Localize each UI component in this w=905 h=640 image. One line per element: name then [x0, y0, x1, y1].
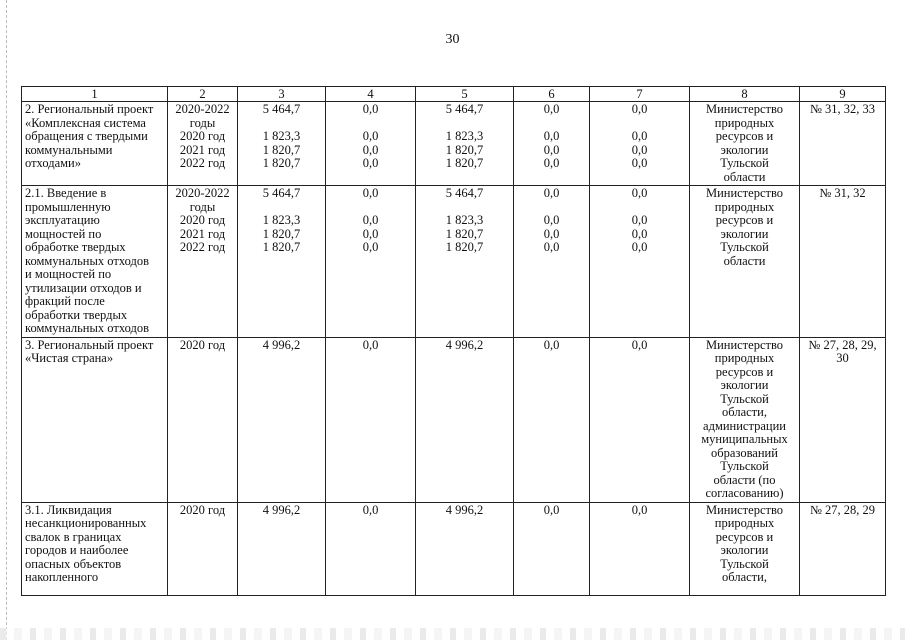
cell-line: обработке твердых — [25, 240, 126, 254]
amount-cell-c3 — [238, 186, 326, 338]
cell-line: области — [723, 253, 766, 268]
cell-line: 0,0 — [631, 226, 648, 241]
cell-line: 0,0 — [362, 213, 379, 227]
table-row — [22, 186, 886, 338]
cell-line: 0,0 — [543, 156, 560, 170]
cell-line: 0,0 — [362, 142, 379, 157]
col-header-2: 2 — [168, 87, 238, 102]
cell-line: 2022 год — [179, 240, 226, 254]
cell-line: 5 464,7 — [445, 102, 484, 116]
table-row — [22, 102, 886, 186]
cell-line: 0,0 — [362, 156, 379, 170]
col-header-4: 4 — [326, 87, 416, 102]
cell-line: и мощностей по — [25, 267, 112, 281]
amount-cell-c7 — [590, 102, 690, 186]
cell-line: 4 996,2 — [445, 337, 484, 352]
cell-line: ресурсов и — [715, 129, 774, 143]
cell-line: 0,0 — [543, 142, 560, 157]
cell-line: 0,0 — [543, 213, 560, 227]
cell-line: 0,0 — [543, 226, 560, 241]
measure-name-cell — [22, 102, 168, 186]
cell-line: 0,0 — [362, 129, 379, 143]
cell-line: согласованию) — [705, 486, 784, 500]
cell-line: 0,0 — [543, 102, 560, 116]
col-header-9: 9 — [800, 87, 886, 102]
cell-line: эксплуатацию — [25, 213, 100, 227]
cell-line — [241, 117, 322, 131]
cell-line: несанкционированных — [25, 516, 147, 530]
responsible-cell — [690, 186, 800, 338]
cell-line: Министерство — [705, 102, 784, 116]
cell-line: Тульской — [720, 391, 769, 406]
cell-line: 0,0 — [543, 502, 560, 517]
cell-line: 0,0 — [631, 156, 648, 170]
cell-line: 0,0 — [631, 240, 648, 254]
measure-name-cell — [22, 337, 168, 502]
cell-line: ресурсов и — [715, 364, 774, 379]
indicator-refs-cell — [800, 337, 886, 502]
header-row — [22, 87, 886, 102]
cell-line: отходами» — [25, 156, 81, 170]
indicator-refs-cell — [800, 102, 886, 186]
amount-cell-c6 — [514, 102, 590, 186]
cell-line: свалок в границах — [25, 529, 122, 544]
period-cell — [168, 502, 238, 595]
cell-line: 0,0 — [631, 102, 648, 116]
cell-line: 2. Региональный проект — [25, 102, 154, 116]
cell-line: фракций после — [25, 294, 105, 308]
amount-cell-c5 — [416, 502, 514, 595]
cell-line: 2020 год — [179, 502, 226, 517]
cell-line: 0,0 — [362, 102, 379, 116]
cell-line: 3.1. Ликвидация — [25, 502, 112, 517]
cell-line: 2.1. Введение в — [25, 186, 107, 200]
cell-line: 4 996,2 — [262, 502, 301, 517]
measure-name-cell — [22, 186, 168, 338]
cell-line: Тульской — [720, 156, 769, 170]
amount-cell-c7 — [590, 502, 690, 595]
table-row — [22, 337, 886, 502]
cell-line — [419, 117, 510, 131]
cell-line: 0,0 — [362, 240, 379, 254]
cell-line: природных — [714, 199, 775, 214]
indicator-refs: № 27, 28, 29, 30 — [808, 337, 877, 365]
cell-line: 5 464,7 — [262, 186, 301, 200]
cell-line: 0,0 — [543, 186, 560, 200]
scan-noise — [0, 628, 905, 640]
responsible-cell — [690, 337, 800, 502]
cell-line: 1 820,7 — [445, 156, 484, 170]
cell-line: 2020 год — [179, 213, 226, 227]
cell-line: 0,0 — [631, 213, 648, 227]
cell-line — [419, 201, 510, 215]
amount-cell-c4 — [326, 186, 416, 338]
cell-line: ресурсов и — [715, 529, 774, 544]
col-header-5: 5 — [416, 87, 514, 102]
amount-cell-c7 — [590, 186, 690, 338]
cell-line: 1 820,7 — [445, 142, 484, 157]
cell-line — [517, 117, 586, 131]
col-header-6: 6 — [514, 87, 590, 102]
cell-line: 5 464,7 — [262, 102, 301, 116]
period-cell — [168, 102, 238, 186]
cell-line: 0,0 — [631, 502, 648, 517]
cell-line: накопленного — [25, 570, 99, 584]
cell-line: Министерство — [705, 502, 784, 517]
amount-cell-c5 — [416, 337, 514, 502]
cell-line: Тульской — [720, 556, 769, 571]
cell-line: Министерство — [705, 337, 784, 352]
amount-cell-c4 — [326, 502, 416, 595]
cell-line: 2020-2022 — [175, 102, 230, 116]
col-header-7: 7 — [590, 87, 690, 102]
cell-line: Тульской — [720, 240, 769, 254]
cell-line: области, — [722, 405, 767, 419]
responsible-cell — [690, 502, 800, 595]
cell-line: экологии — [720, 142, 769, 157]
cell-line: 1 820,7 — [445, 240, 484, 254]
cell-line: 0,0 — [362, 186, 379, 200]
cell-line: 1 820,7 — [262, 226, 301, 241]
cell-line: 0,0 — [543, 240, 560, 254]
indicator-refs: № 27, 28, 29 — [809, 502, 876, 517]
responsible-cell — [690, 102, 800, 186]
cell-line: годы — [189, 199, 216, 214]
cell-line: природных — [714, 115, 775, 130]
cell-line: муниципальных — [701, 432, 788, 446]
amount-cell-c6 — [514, 502, 590, 595]
col-header-1: 1 — [22, 87, 168, 102]
cell-line: администрации — [703, 418, 786, 433]
budget-table — [21, 86, 886, 596]
amount-cell-c4 — [326, 337, 416, 502]
amount-cell-c5 — [416, 102, 514, 186]
cell-line: обработки твердых — [25, 307, 128, 322]
cell-line — [241, 201, 322, 215]
amount-cell-c3 — [238, 502, 326, 595]
cell-line: годы — [189, 115, 216, 130]
amount-cell-c3 — [238, 337, 326, 502]
cell-line: Тульской — [720, 459, 769, 473]
cell-line: области, — [722, 570, 767, 584]
cell-line: 0,0 — [631, 337, 648, 352]
indicator-refs: № 31, 32 — [819, 186, 866, 200]
cell-line: 1 820,7 — [262, 156, 301, 170]
cell-line: 1 820,7 — [262, 142, 301, 157]
cell-line: 1 823,3 — [445, 129, 484, 143]
cell-line: экологии — [720, 543, 769, 557]
cell-line: ресурсов и — [715, 213, 774, 227]
period-cell — [168, 186, 238, 338]
amount-cell-c4 — [326, 102, 416, 186]
cell-line — [329, 201, 412, 215]
measure-name-cell — [22, 502, 168, 595]
amount-cell-c6 — [514, 337, 590, 502]
cell-line: коммунальными — [25, 142, 113, 157]
cell-line: 2020-2022 — [175, 186, 230, 200]
cell-line: коммунальных отходов — [25, 321, 149, 335]
cell-line: мощностей по — [25, 226, 102, 241]
cell-line: 4 996,2 — [445, 502, 484, 517]
cell-line: «Комплексная система — [25, 115, 146, 130]
cell-line: промышленную — [25, 199, 111, 214]
page-number: 30 — [445, 32, 460, 47]
cell-line: 1 823,3 — [262, 129, 301, 143]
cell-line — [517, 201, 586, 215]
period-cell — [168, 337, 238, 502]
cell-line: области (по — [713, 472, 776, 487]
cell-line: природных — [714, 351, 775, 365]
amount-cell-c6 — [514, 186, 590, 338]
cell-line: коммунальных отходов — [25, 253, 149, 268]
cell-line — [593, 201, 686, 215]
cell-line: 2020 год — [179, 129, 226, 143]
cell-line: 1 820,7 — [262, 240, 301, 254]
cell-line: 0,0 — [362, 337, 379, 352]
cell-line: 0,0 — [631, 129, 648, 143]
cell-line: городов и наиболее — [25, 543, 129, 557]
cell-line: 5 464,7 — [445, 186, 484, 200]
indicator-refs-cell — [800, 502, 886, 595]
cell-line: 0,0 — [543, 129, 560, 143]
cell-line: 0,0 — [362, 226, 379, 241]
col-header-3: 3 — [238, 87, 326, 102]
cell-line: 2020 год — [179, 337, 226, 352]
indicator-refs: № 31, 32, 33 — [809, 102, 876, 116]
cell-line: опасных объектов — [25, 556, 122, 571]
cell-line: 0,0 — [631, 142, 648, 157]
page-margin-rule — [6, 0, 7, 640]
amount-cell-c7 — [590, 337, 690, 502]
cell-line: природных — [714, 516, 775, 530]
cell-line — [593, 117, 686, 131]
cell-line: 3. Региональный проект — [25, 337, 154, 352]
cell-line: 1 820,7 — [445, 226, 484, 241]
cell-line: обращения с твердыми — [25, 129, 148, 143]
cell-line: утилизации отходов и — [25, 280, 142, 295]
cell-line: 4 996,2 — [262, 337, 301, 352]
cell-line: экологии — [720, 226, 769, 241]
cell-line: образований — [711, 445, 778, 460]
cell-line: 2022 год — [179, 156, 226, 170]
cell-line: Министерство — [705, 186, 784, 200]
cell-line: 2021 год — [179, 142, 226, 157]
cell-line: 0,0 — [362, 502, 379, 517]
cell-line: 1 823,3 — [262, 213, 301, 227]
cell-line: 0,0 — [543, 337, 560, 352]
cell-line: области — [723, 169, 766, 184]
amount-cell-c5 — [416, 186, 514, 338]
table-row — [22, 502, 886, 595]
cell-line: «Чистая страна» — [25, 351, 114, 365]
cell-line: 1 823,3 — [445, 213, 484, 227]
amount-cell-c3 — [238, 102, 326, 186]
cell-line: 2021 год — [179, 226, 226, 241]
cell-line: 0,0 — [631, 186, 648, 200]
cell-line — [329, 117, 412, 131]
cell-line: экологии — [720, 378, 769, 392]
col-header-8: 8 — [690, 87, 800, 102]
indicator-refs-cell — [800, 186, 886, 338]
